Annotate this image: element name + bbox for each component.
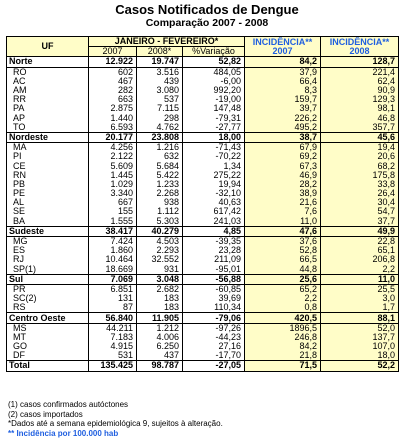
cell-2007: 44.211 (89, 323, 137, 333)
cell-2008: 183 (137, 294, 183, 303)
table-row (7, 152, 399, 161)
page-subtitle: Comparação 2007 - 2008 (145, 17, 269, 29)
cell-2008: 98.787 (137, 361, 183, 371)
cell-incidence-2007: 66,4 (245, 77, 321, 86)
cell-variation: 23,28 (183, 246, 245, 255)
cell-incidence-2007: 38,7 (245, 132, 321, 142)
cell-2007: 135.425 (89, 361, 137, 371)
cell-incidence-2008: 19,4 (321, 143, 399, 153)
cell-uf: PE (7, 189, 89, 198)
cell-variation: -39,35 (183, 236, 245, 246)
cell-incidence-2007: 67,9 (245, 143, 321, 153)
region-row (7, 274, 399, 284)
cell-2008: 5.684 (137, 161, 183, 170)
table-row (7, 180, 399, 189)
cell-2008: 7.115 (137, 104, 183, 113)
cell-2008: 931 (137, 265, 183, 275)
cell-2007: 4.256 (89, 143, 137, 153)
cell-incidence-2008: 129,3 (321, 95, 399, 104)
cell-uf: RO (7, 67, 89, 77)
table-row (7, 217, 399, 227)
footnote-3: *Dados até a semana epidemiológica 9, sujeitos à alteração. (8, 419, 223, 428)
cell-incidence-2008: 62,4 (321, 77, 399, 86)
cell-variation: -27,77 (183, 123, 245, 133)
cell-2008: 1.233 (137, 180, 183, 189)
cell-2007: 7.183 (89, 333, 137, 342)
cell-variation: -44,23 (183, 333, 245, 342)
cell-variation: -19,00 (183, 95, 245, 104)
cell-2008: 5.303 (137, 217, 183, 227)
cell-variation: -27,05 (183, 361, 245, 371)
cell-incidence-2008: 221,4 (321, 67, 399, 77)
cell-2008: 3.516 (137, 67, 183, 77)
cell-uf: GO (7, 342, 89, 351)
cell-uf: PA (7, 104, 89, 113)
cell-uf: RS (7, 303, 89, 313)
cell-2008: 1.212 (137, 323, 183, 333)
table-row (7, 246, 399, 255)
cell-2007: 1.445 (89, 171, 137, 180)
cell-2007: 4.915 (89, 342, 137, 351)
cell-uf: Centro Oeste (7, 313, 89, 323)
table-row (7, 294, 399, 303)
table-row (7, 265, 399, 275)
table-row (7, 255, 399, 264)
cell-2007: 667 (89, 198, 137, 207)
table-row (7, 95, 399, 104)
table-row (7, 189, 399, 198)
cell-2008: 3.080 (137, 86, 183, 95)
table-row (7, 104, 399, 113)
table-body (7, 57, 399, 371)
cell-uf: RR (7, 95, 89, 104)
cell-variation: -56,88 (183, 274, 245, 284)
cell-2007: 1.555 (89, 217, 137, 227)
cell-2008: 11.905 (137, 313, 183, 323)
cell-variation: 211,09 (183, 255, 245, 264)
cell-2008: 4.762 (137, 123, 183, 133)
cell-uf: PI (7, 152, 89, 161)
table-row (7, 303, 399, 313)
table-row (7, 123, 399, 133)
cell-incidence-2007: 246,8 (245, 333, 321, 342)
cell-uf: ES (7, 246, 89, 255)
cell-2008: 6.250 (137, 342, 183, 351)
cell-2008: 2.682 (137, 284, 183, 294)
table-row (7, 333, 399, 342)
cell-incidence-2007: 7,6 (245, 207, 321, 216)
cell-uf: MA (7, 143, 89, 153)
cell-variation: 39,69 (183, 294, 245, 303)
cell-variation: 110,34 (183, 303, 245, 313)
cell-uf: PB (7, 180, 89, 189)
cell-incidence-2007: 84,2 (245, 57, 321, 67)
cell-2008: 4.503 (137, 236, 183, 246)
cell-2008: 537 (137, 95, 183, 104)
cell-incidence-2007: 0,8 (245, 303, 321, 313)
cell-2007: 531 (89, 351, 137, 361)
cell-variation: 52,82 (183, 57, 245, 67)
cell-2008: 40.279 (137, 226, 183, 236)
cell-incidence-2007: 25,6 (245, 274, 321, 284)
cell-incidence-2008: 33,8 (321, 180, 399, 189)
cell-incidence-2007: 66,5 (245, 255, 321, 264)
cell-2007: 2.875 (89, 104, 137, 113)
table-row (7, 143, 399, 153)
cell-variation: 275,22 (183, 171, 245, 180)
cell-incidence-2008: 18,0 (321, 351, 399, 361)
cell-uf: CE (7, 161, 89, 170)
table-row (7, 342, 399, 351)
cell-2007: 602 (89, 67, 137, 77)
cell-2007: 38.417 (89, 226, 137, 236)
cell-2007: 155 (89, 207, 137, 216)
cell-incidence-2007: 47,6 (245, 226, 321, 236)
cell-incidence-2008: 357,7 (321, 123, 399, 133)
cell-variation: 241,03 (183, 217, 245, 227)
cell-uf: Total (7, 361, 89, 371)
region-row (7, 313, 399, 323)
cell-incidence-2008: 206,8 (321, 255, 399, 264)
cell-2008: 938 (137, 198, 183, 207)
cell-incidence-2007: 8,3 (245, 86, 321, 95)
cell-variation: 617,42 (183, 207, 245, 216)
cell-2008: 5.422 (137, 171, 183, 180)
cell-uf: Nordeste (7, 132, 89, 142)
cell-variation: 27,16 (183, 342, 245, 351)
cell-incidence-2008: 52,2 (321, 361, 399, 371)
cell-2007: 18.669 (89, 265, 137, 275)
cell-incidence-2007: 226,2 (245, 114, 321, 123)
cell-incidence-2007: 52,8 (245, 246, 321, 255)
cell-variation: -70,22 (183, 152, 245, 161)
cell-incidence-2008: 52,0 (321, 323, 399, 333)
cell-variation: -17,70 (183, 351, 245, 361)
cell-2007: 20.177 (89, 132, 137, 142)
cell-2008: 183 (137, 303, 183, 313)
cell-2007: 6.851 (89, 284, 137, 294)
cell-incidence-2008: 20,6 (321, 152, 399, 161)
cell-2008: 298 (137, 114, 183, 123)
cell-2008: 632 (137, 152, 183, 161)
footnote-2: (2) casos importados (8, 409, 83, 419)
cell-incidence-2008: 175,8 (321, 171, 399, 180)
cell-variation: -32,10 (183, 189, 245, 198)
footnote-4: ** Incidência por 100.000 hab (8, 428, 119, 438)
cell-incidence-2008: 128,7 (321, 57, 399, 67)
cell-incidence-2007: 28,2 (245, 180, 321, 189)
cell-uf: Norte (7, 57, 89, 67)
header-variation: %Variação (183, 47, 245, 57)
cell-2007: 467 (89, 77, 137, 86)
cell-incidence-2008: 2,2 (321, 265, 399, 275)
table-row (7, 77, 399, 86)
cell-incidence-2007: 1896,5 (245, 323, 321, 333)
cell-uf: MT (7, 333, 89, 342)
cell-incidence-2007: 46,9 (245, 171, 321, 180)
region-row (7, 361, 399, 371)
cell-incidence-2007: 69,2 (245, 152, 321, 161)
cell-variation: -79,06 (183, 313, 245, 323)
cell-2007: 87 (89, 303, 137, 313)
cell-incidence-2008: 3,0 (321, 294, 399, 303)
cell-incidence-2007: 38,9 (245, 189, 321, 198)
cell-incidence-2007: 39,7 (245, 104, 321, 113)
cell-incidence-2007: 84,2 (245, 342, 321, 351)
cell-incidence-2008: 45,6 (321, 132, 399, 142)
cell-incidence-2008: 54,7 (321, 207, 399, 216)
cell-incidence-2007: 21,8 (245, 351, 321, 361)
cell-uf: SC(2) (7, 294, 89, 303)
table-row (7, 207, 399, 216)
cell-uf: MS (7, 323, 89, 333)
table-row (7, 236, 399, 246)
header-period: JANEIRO - FEVEREIRO* (89, 37, 245, 47)
cell-incidence-2007: 71,5 (245, 361, 321, 371)
cell-2008: 1.216 (137, 143, 183, 153)
cell-2008: 23.808 (137, 132, 183, 142)
cell-incidence-2008: 1,7 (321, 303, 399, 313)
cell-incidence-2008: 30,4 (321, 198, 399, 207)
page-title: Casos Notificados de Dengue (115, 2, 299, 17)
cell-variation: 19,94 (183, 180, 245, 189)
cell-2007: 1.860 (89, 246, 137, 255)
cell-2008: 19.747 (137, 57, 183, 67)
cell-incidence-2008: 65,1 (321, 246, 399, 255)
cell-uf: DF (7, 351, 89, 361)
cell-2007: 6.593 (89, 123, 137, 133)
cell-incidence-2007: 495,2 (245, 123, 321, 133)
cell-uf: RN (7, 171, 89, 180)
table-row (7, 171, 399, 180)
cell-2007: 10.464 (89, 255, 137, 264)
cell-2007: 282 (89, 86, 137, 95)
header-incidence-2008: INCIDÊNCIA** 2008 (321, 37, 399, 57)
cell-uf: AP (7, 114, 89, 123)
dengue-table (6, 36, 399, 372)
cell-variation: 484,05 (183, 67, 245, 77)
footnotes (8, 400, 223, 438)
header-incidence-2007: INCIDÊNCIA** 2007 (245, 37, 321, 57)
table-row (7, 351, 399, 361)
cell-uf: Sudeste (7, 226, 89, 236)
cell-2007: 7.069 (89, 274, 137, 284)
cell-uf: TO (7, 123, 89, 133)
cell-incidence-2008: 26,4 (321, 189, 399, 198)
cell-variation: 147,48 (183, 104, 245, 113)
cell-variation: 4,85 (183, 226, 245, 236)
cell-2007: 12.922 (89, 57, 137, 67)
cell-2007: 2.122 (89, 152, 137, 161)
cell-variation: -95,01 (183, 265, 245, 275)
cell-incidence-2008: 88,1 (321, 313, 399, 323)
cell-incidence-2007: 420,5 (245, 313, 321, 323)
cell-variation: 18,00 (183, 132, 245, 142)
cell-incidence-2008: 98,1 (321, 104, 399, 113)
table-row (7, 323, 399, 333)
cell-incidence-2007: 21,6 (245, 198, 321, 207)
cell-variation: 40,63 (183, 198, 245, 207)
cell-uf: SE (7, 207, 89, 216)
cell-uf: AL (7, 198, 89, 207)
table-row (7, 284, 399, 294)
region-row (7, 226, 399, 236)
cell-variation: -6,00 (183, 77, 245, 86)
cell-uf: MG (7, 236, 89, 246)
cell-variation: -60,85 (183, 284, 245, 294)
table-row (7, 86, 399, 95)
cell-uf: SP(1) (7, 265, 89, 275)
cell-uf: RJ (7, 255, 89, 264)
cell-incidence-2008: 11,0 (321, 274, 399, 284)
header-uf: UF (7, 37, 89, 57)
table-row (7, 67, 399, 77)
table-row (7, 161, 399, 170)
table-row (7, 114, 399, 123)
cell-2007: 3.340 (89, 189, 137, 198)
cell-2008: 1.112 (137, 207, 183, 216)
cell-incidence-2008: 37,7 (321, 217, 399, 227)
cell-2007: 7.424 (89, 236, 137, 246)
cell-variation: 1,34 (183, 161, 245, 170)
cell-variation: 992,20 (183, 86, 245, 95)
table-row (7, 198, 399, 207)
region-row (7, 132, 399, 142)
cell-2008: 4.006 (137, 333, 183, 342)
cell-variation: -71,43 (183, 143, 245, 153)
cell-uf: AM (7, 86, 89, 95)
cell-2007: 1.029 (89, 180, 137, 189)
cell-incidence-2007: 37,6 (245, 236, 321, 246)
cell-2008: 32.552 (137, 255, 183, 264)
cell-2008: 2.268 (137, 189, 183, 198)
cell-incidence-2008: 107,0 (321, 342, 399, 351)
cell-uf: PR (7, 284, 89, 294)
cell-2007: 5.609 (89, 161, 137, 170)
region-row (7, 57, 399, 67)
cell-incidence-2007: 2,2 (245, 294, 321, 303)
cell-uf: AC (7, 77, 89, 86)
cell-incidence-2008: 25,5 (321, 284, 399, 294)
cell-2007: 1.440 (89, 114, 137, 123)
cell-incidence-2008: 46,8 (321, 114, 399, 123)
cell-incidence-2008: 22,8 (321, 236, 399, 246)
cell-2007: 131 (89, 294, 137, 303)
cell-variation: -79,31 (183, 114, 245, 123)
cell-2008: 439 (137, 77, 183, 86)
cell-incidence-2008: 137,7 (321, 333, 399, 342)
cell-2008: 3.048 (137, 274, 183, 284)
cell-incidence-2008: 49,9 (321, 226, 399, 236)
cell-uf: Sul (7, 274, 89, 284)
cell-incidence-2007: 11,0 (245, 217, 321, 227)
header-2007: 2007 (89, 47, 137, 57)
cell-2007: 56.840 (89, 313, 137, 323)
cell-variation: -97,26 (183, 323, 245, 333)
cell-incidence-2007: 37,9 (245, 67, 321, 77)
cell-2007: 663 (89, 95, 137, 104)
cell-incidence-2007: 65,2 (245, 284, 321, 294)
cell-2008: 2.293 (137, 246, 183, 255)
cell-incidence-2008: 68,2 (321, 161, 399, 170)
footnote-1: (1) casos confirmados autóctones (8, 400, 129, 409)
cell-incidence-2007: 67,3 (245, 161, 321, 170)
cell-2008: 437 (137, 351, 183, 361)
cell-incidence-2007: 44,8 (245, 265, 321, 275)
cell-incidence-2007: 159,7 (245, 95, 321, 104)
cell-incidence-2008: 90,9 (321, 86, 399, 95)
cell-uf: BA (7, 217, 89, 227)
header-2008: 2008* (137, 47, 183, 57)
